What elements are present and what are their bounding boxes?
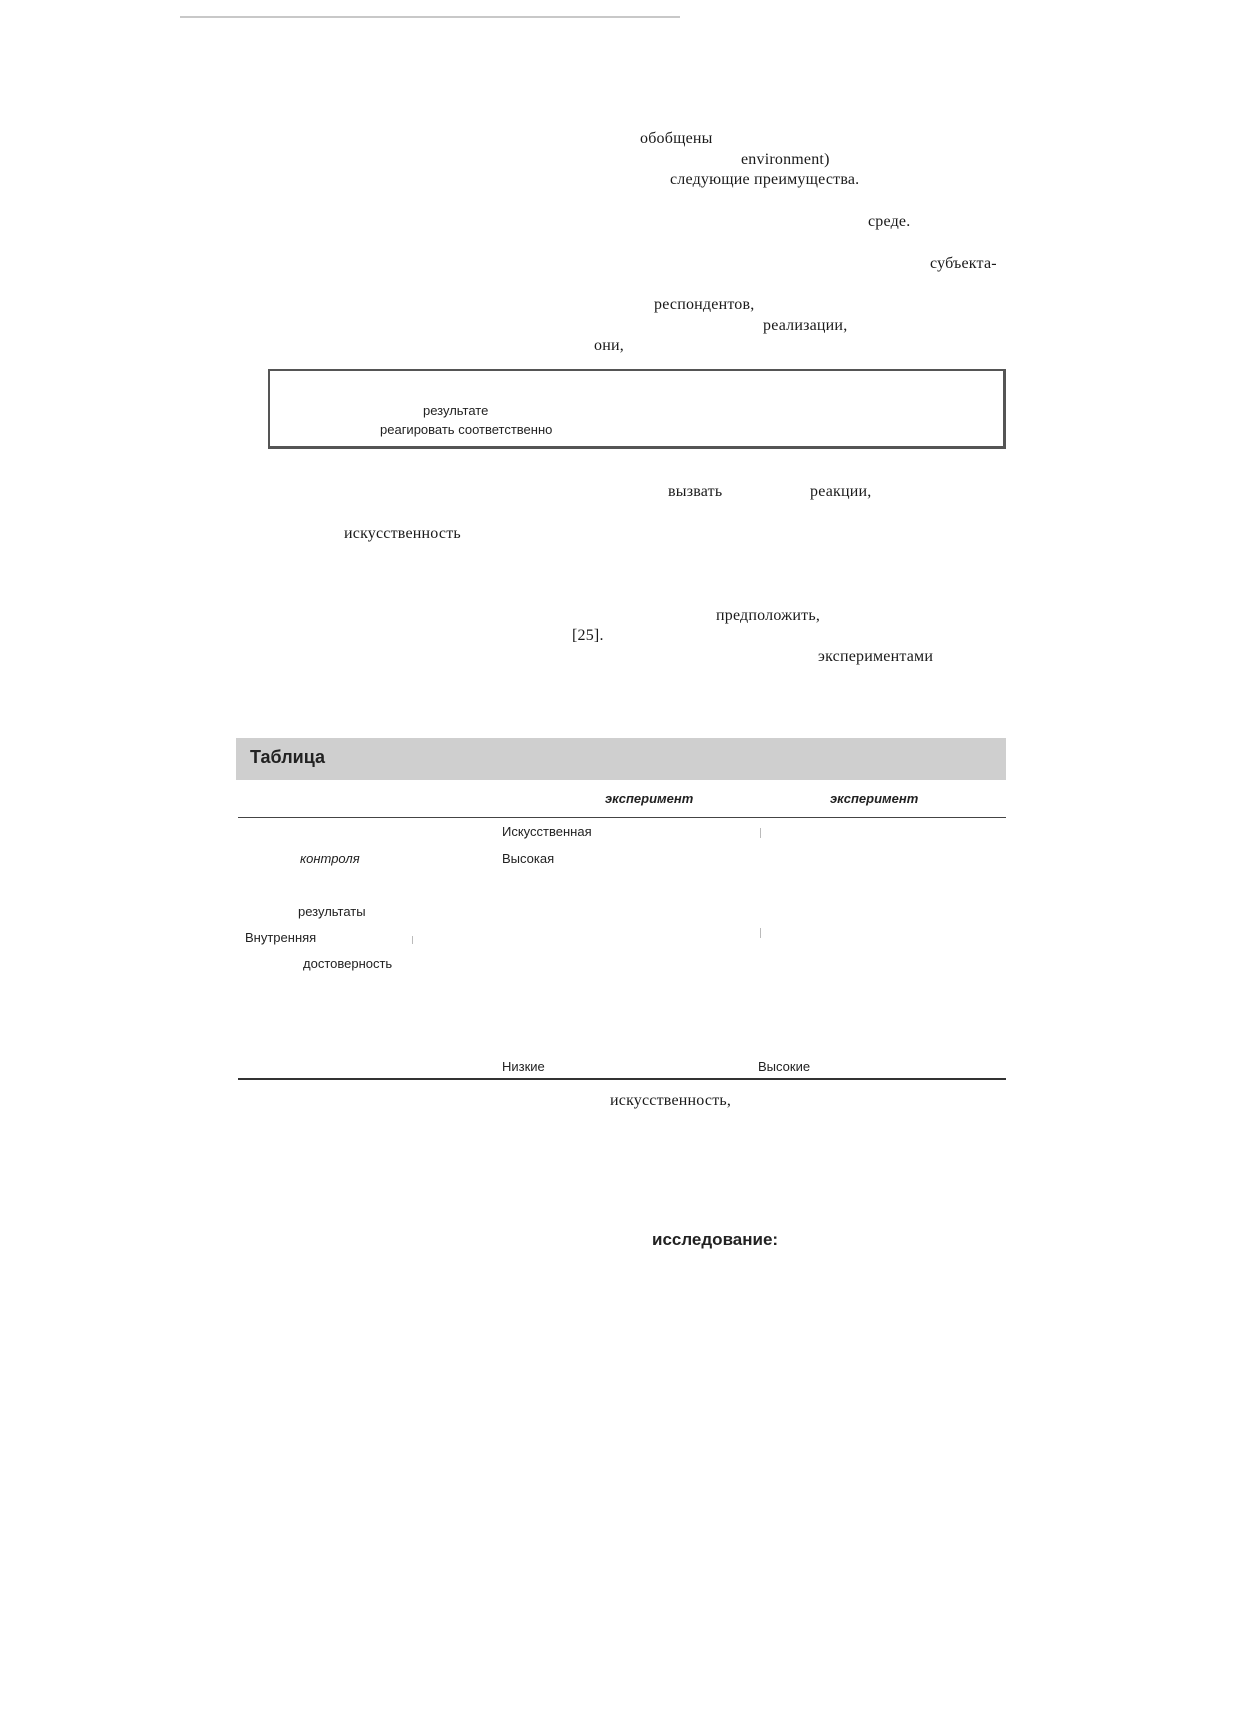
para2-citation: [25]. [572, 627, 604, 644]
para1-word-6: респондентов, [654, 296, 755, 313]
table-title: Таблица [250, 747, 326, 767]
table-footnote: искусственность, [610, 1092, 732, 1109]
table-cell-r2-c1: Высокая [502, 851, 555, 866]
table-row-label-validity: достоверность [303, 956, 393, 971]
callout-line-2: реагировать соответственно [380, 422, 553, 437]
table-title-bar [236, 738, 1006, 780]
para1-word-7: реализации, [763, 317, 848, 334]
table-cell-r6-c1: Низкие [502, 1059, 545, 1074]
section-heading: исследование: [652, 1230, 779, 1249]
para1-word-3: следующие преимущества. [670, 171, 860, 188]
table-col1-header: эксперимент [605, 791, 694, 806]
para2-word-4: предположить, [716, 607, 821, 624]
table-row-label-results: результаты [298, 904, 366, 919]
callout-line-1: результате [423, 403, 489, 418]
faint-mark [412, 936, 413, 944]
callout-box [268, 369, 1006, 449]
faint-mark [760, 828, 761, 838]
para2-word-6: экспериментами [818, 648, 934, 665]
para1-word-1: обобщены [640, 130, 713, 147]
para1-word-8: они, [594, 337, 624, 354]
table-row-label-control: контроля [300, 851, 360, 866]
table-col2-header: эксперимент [830, 791, 919, 806]
top-rule [180, 16, 680, 18]
para1-word-2: environment) [741, 151, 830, 168]
table-header-rule [238, 817, 1006, 818]
faint-mark [760, 928, 761, 938]
table-cell-r6-c2: Высокие [758, 1059, 811, 1074]
para1-word-4: среде. [868, 213, 911, 230]
para1-word-5: субъекта- [930, 255, 997, 272]
table-cell-r1-c1: Искусственная [502, 824, 592, 839]
table-bottom-rule [238, 1078, 1006, 1080]
table-row-label-internal: Внутренняя [245, 930, 317, 945]
para2-word-3: искусственность [344, 525, 461, 542]
para2-word-2: реакции, [810, 483, 872, 500]
para2-word-1: вызвать [668, 483, 723, 500]
